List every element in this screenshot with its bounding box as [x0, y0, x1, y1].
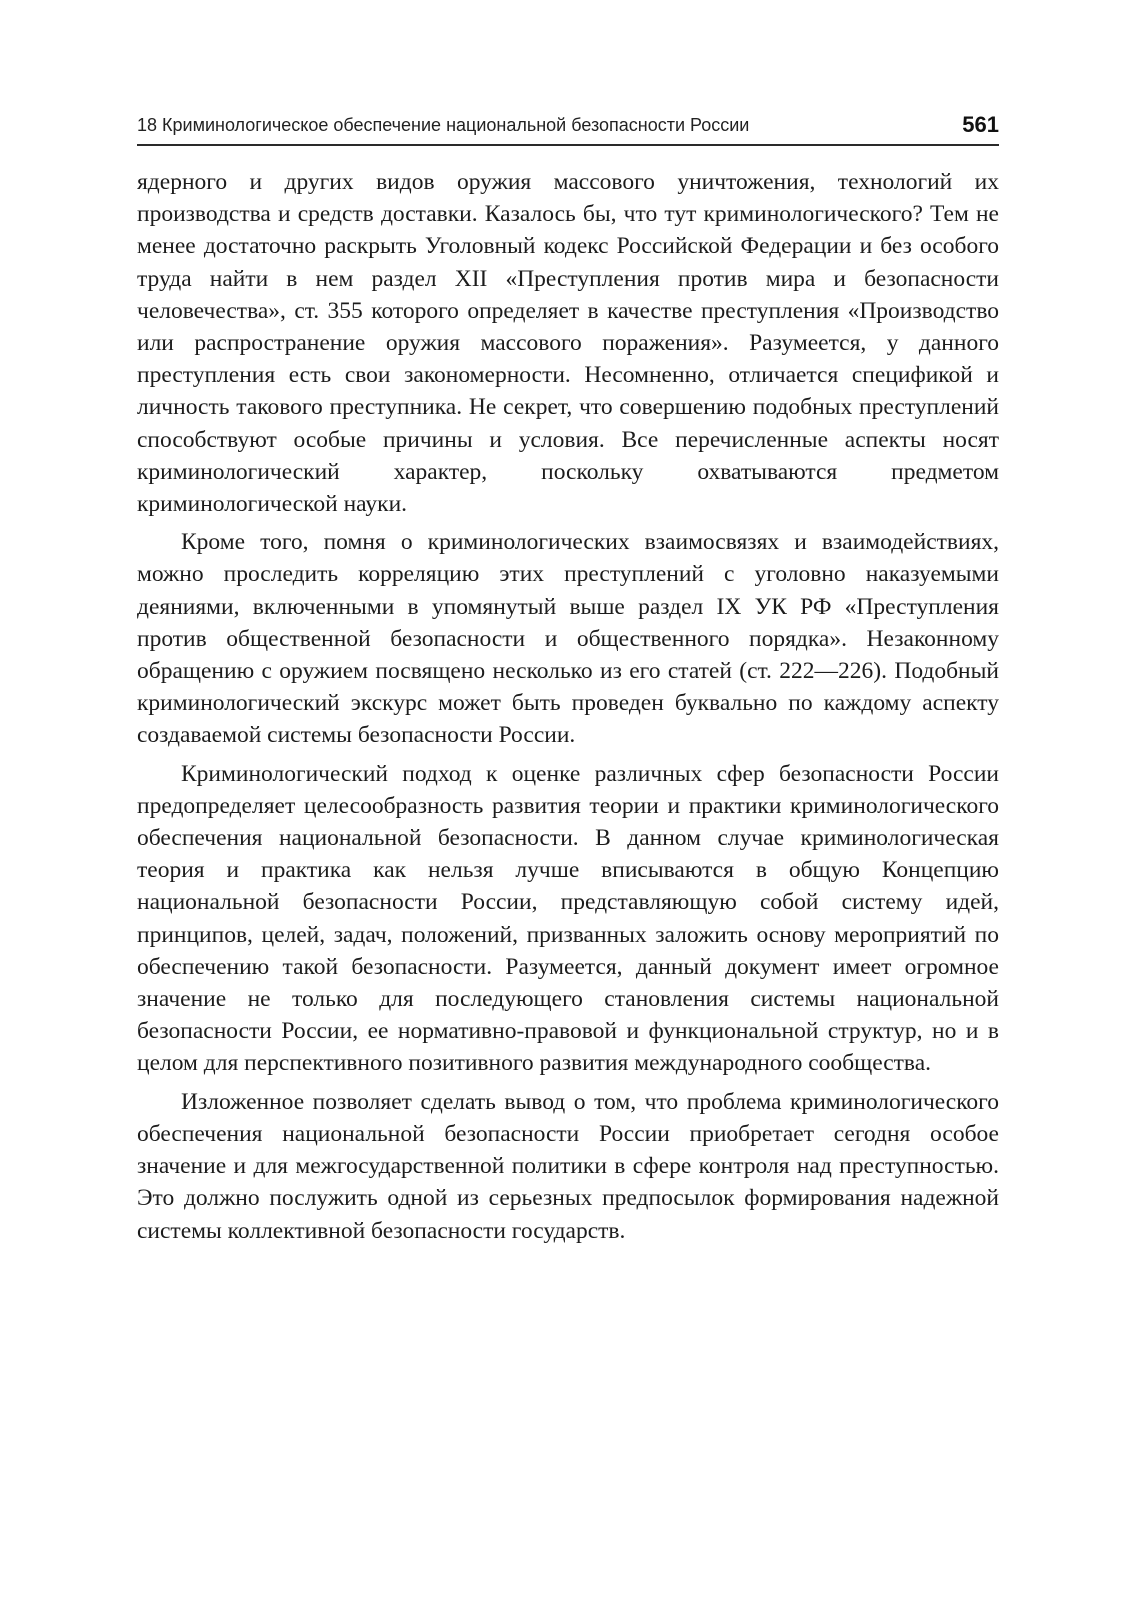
- paragraph-3: Криминологический подход к оценке различных сфер безопасности России предопределяет целесообразность развития теории и практики криминологического обеспечения национальной безопасности. В данном случае криминологическая теория и практика как нельзя лучше вписываются в общую Концепцию национальной безопасности России, представляющую собой систему идей, принципов, целей, задач, положений, призванных заложить основу мероприятий по обеспечению такой безопасности. Разумеется, данный документ имеет огромное значение не только для последующего становления системы национальной безопасности России, ее нормативно-правовой и функциональной структур, но и в целом для перспективного позитивного развития международного сообщества.: [137, 760, 999, 1077]
- body-text: [137, 166, 999, 1253]
- page-number: 561: [962, 112, 999, 137]
- paragraph-4: Изложенное позволяет сделать вывод о том, что проблема криминологического обеспечения национальной безопасности России приобретает сегодня особое значение и для межгосударственной политики в сфере контроля над преступностью. Это должно послужить одной из серьезных предпосылок формирования надежной системы коллективной безопасности государств.: [137, 1088, 999, 1244]
- paragraph-2: Кроме того, помня о криминологических взаимосвязях и взаимодействиях, можно проследить корреляцию этих преступлений с уголовно наказуемыми деяниями, включенными в упомянутый выше раздел IX УК РФ «Преступления против общественной безопасности и общественного порядка». Незаконному обращению с оружием посвящено несколько из его статей (ст. 222—226). Подобный криминологический экскурс может быть проведен буквально по каждому аспекту создаваемой системы безопасности России.: [137, 529, 999, 749]
- chapter-title: 18 Криминологическое обеспечение национальной безопасности России: [137, 115, 750, 135]
- paragraph-1: ядерного и других видов оружия массового уничтожения, технологий их производства и средств доставки. Казалось бы, что тут криминологического? Тем не менее достаточно раскрыть Уголовный кодекс Российской Федерации и без особого труда найти в нем раздел XII «Преступления против мира и безопасности человечества», ст. 355 которого определяет в качестве преступления «Производство или распространение оружия массового поражения». Разумеется, у данного преступления есть свои закономерности. Несомненно, отличается спецификой и личность такового преступника. Не секрет, что совершению подобных преступлений способствуют особые причины и условия. Все перечисленные аспекты носят криминологический характер, поскольку охватываются предметом криминологической науки.: [137, 169, 999, 518]
- running-header: [137, 110, 999, 146]
